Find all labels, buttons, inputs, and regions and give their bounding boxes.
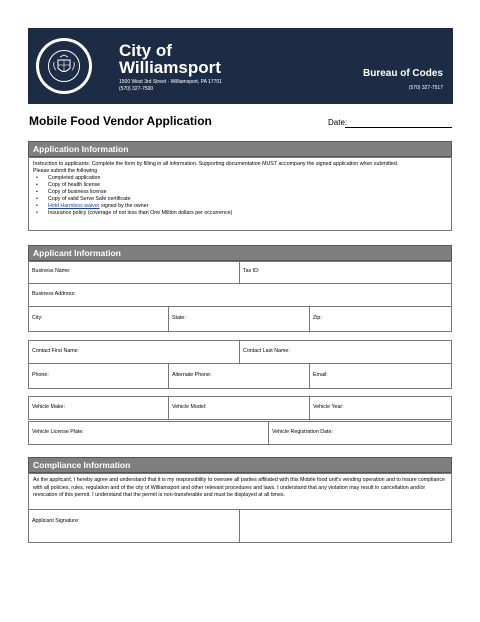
compliance-statement: As the applicant, I hereby agree and understand that it is my responsibility to oversee all parties affiliated with this Mobile food unit's vending operation and to insure compliance with all policies, rules, regulation and of the city of Williamsport and other relevant procedures and laws. I understand that any violation may result in cancellation and/or revocation of this permit. I understand that the permit is non-transferable and must be displayed at all times. <box>28 473 452 510</box>
signature-blank-field[interactable] <box>239 509 452 543</box>
form-title: Mobile Food Vendor Application <box>29 114 212 128</box>
section-header-application: Application Information <box>28 141 452 157</box>
vehicle-registration-date-field[interactable]: Vehicle Registration Date: <box>268 421 452 445</box>
vehicle-make-field[interactable]: Vehicle Make: <box>28 396 169 420</box>
tax-id-field[interactable]: Tax ID: <box>239 261 452 284</box>
city-address: 1500 West 3rd Street · Williamsport, PA 17701 (570) 327-7500 <box>119 79 222 92</box>
section-header-applicant: Applicant Information <box>28 245 452 261</box>
submit-text: Please submit the following <box>33 168 98 174</box>
alternate-phone-field[interactable]: Alternate Phone: <box>168 363 310 389</box>
vehicle-license-plate-field[interactable]: Vehicle License Plate: <box>28 421 269 445</box>
date-label: Date: <box>328 118 348 127</box>
contact-last-name-field[interactable]: Contact Last Name: <box>239 340 452 364</box>
hold-harmless-waiver-link[interactable]: Hold Harmless waiver <box>48 203 100 209</box>
list-item: • Completed application <box>36 175 101 181</box>
list-item: • Copy of health license <box>36 182 101 188</box>
city-seal-logo <box>36 38 92 94</box>
list-item: • Copy of valid Serve Safe certificate <box>36 196 131 202</box>
phone-field[interactable]: Phone: <box>28 363 169 389</box>
vehicle-model-field[interactable]: Vehicle Model: <box>168 396 310 420</box>
zip-field[interactable]: Zip: <box>309 306 452 332</box>
list-item: • Hold Harmless waiver signed by the owner <box>36 203 149 209</box>
applicant-signature-field[interactable]: Applicant Signature: <box>28 509 240 543</box>
list-item: • Insurance policy (coverage of not less than One Million dollars per occurrence) <box>36 210 233 216</box>
business-address-field[interactable]: Business Address: <box>28 283 452 307</box>
section-header-compliance: Compliance Information <box>28 457 452 473</box>
header-banner <box>28 28 453 104</box>
city-field[interactable]: City: <box>28 306 169 332</box>
instruction-text: Instruction to applicants: Complete the form by filling in all information. Supporting documentation MUST accompany the signed application when submitted. <box>33 161 399 167</box>
list-item: • Copy of business license <box>36 189 107 195</box>
email-field[interactable]: Email: <box>309 363 452 389</box>
bureau-phone: (570) 327-7517 <box>408 85 443 91</box>
business-name-field[interactable]: Business Name: <box>28 261 240 284</box>
city-name: City of Williamsport <box>119 41 221 77</box>
state-field[interactable]: State: <box>168 306 310 332</box>
contact-first-name-field[interactable]: Contact First Name: <box>28 340 240 364</box>
instructions-box <box>28 157 452 231</box>
date-field[interactable] <box>345 127 452 128</box>
bureau-name: Bureau of Codes <box>362 68 443 79</box>
vehicle-year-field[interactable]: Vehicle Year: <box>309 396 452 420</box>
